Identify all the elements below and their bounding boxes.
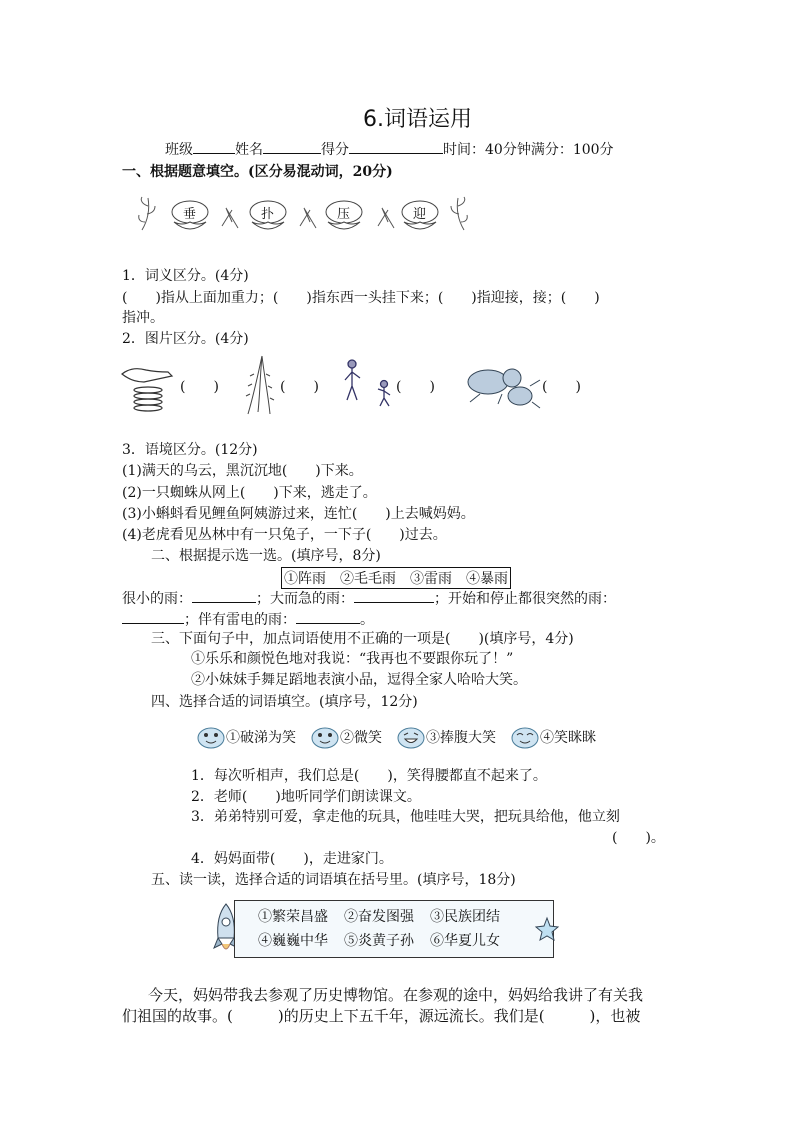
sec5-para-line2: 们祖国的故事。( )的历史上下五千年，源远流长。我们是( )，也被 [122, 1007, 641, 1025]
q2-blank-4[interactable]: ( ) [542, 379, 581, 395]
sec4-item-2: 2．老师( )地听同学们朗读课文。 [191, 789, 421, 805]
q1-line1: ( )指从上面加重力；( )指东西一头挂下来；( )指迎接，接；( ) [122, 290, 600, 306]
sec3-item-1: ①乐乐和颜悦色地对我说：“我再也不要跟你玩了！” [191, 651, 514, 667]
q2-blank-3[interactable]: ( ) [396, 379, 435, 395]
heavy-rain-blank[interactable] [354, 588, 434, 603]
sec4-item-1: 1．每次听相声，我们总是( )，笑得腰都直不起来了。 [191, 768, 547, 784]
star-icon [534, 916, 560, 942]
sec5-options-row2 [258, 930, 500, 950]
spring-press-picture [118, 358, 178, 418]
sec4-item-4: 4．妈妈面带( )，走进家门。 [191, 851, 393, 867]
sec5-option-3: ③民族团结 [430, 909, 500, 925]
willow-picture [240, 354, 280, 416]
score-label: 得分 [321, 142, 349, 158]
sec4-option-4 [510, 724, 596, 750]
cat-mouse-picture [460, 358, 544, 414]
q3-item-1: (1)满天的乌云，黑沉沉地( )下来。 [122, 463, 363, 479]
smiling-face-icon [196, 724, 226, 750]
thunder-rain-label: ；伴有雷电的雨： [184, 612, 296, 628]
name-blank[interactable] [263, 139, 321, 154]
sec2-end: 。 [360, 612, 374, 628]
section1-heading: 一、根据题意填空。(区分易混动词，20分) [122, 164, 393, 180]
sudden-rain-label: ；开始和停止都很突然的雨： [434, 591, 616, 607]
char-badge-3 [322, 198, 366, 232]
char-3: 压 [337, 207, 351, 222]
q2-blank-2[interactable]: ( ) [280, 379, 319, 395]
sec2-line1 [122, 588, 616, 608]
q2-title: 2．图片区分。(4分) [122, 331, 249, 347]
char-2: 扑 [261, 207, 275, 222]
sec5-option-6: ⑥华夏儿女 [430, 933, 500, 949]
q2-blank-1[interactable]: ( ) [180, 379, 219, 395]
small-rain-label: 很小的雨： [122, 591, 192, 607]
section2-heading: 二、根据提示选一选。(填序号，8分) [151, 548, 381, 564]
small-rain-blank[interactable] [192, 588, 256, 603]
sec4-option-3 [396, 724, 496, 750]
sec4-option-4-label: ④笑眯眯 [540, 730, 596, 746]
smiling-face-icon [310, 724, 340, 750]
heavy-rain-label: ；大而急的雨： [256, 591, 354, 607]
q3-title: 3．语境区分。(12分) [122, 442, 258, 458]
squinting-face-icon [510, 724, 540, 750]
section3-heading: 三、下面句子中，加点词语使用不正确的一项是( )(填序号，4分) [151, 631, 574, 647]
sec2-line2 [122, 609, 374, 629]
sec4-options-row [196, 724, 596, 750]
sudden-rain-blank[interactable] [122, 609, 184, 624]
header-line [165, 139, 614, 159]
char-badge-4 [398, 198, 442, 232]
q3-item-4: (4)老虎看见丛林中有一只兔子，一下子( )过去。 [122, 527, 447, 543]
sec5-option-2: ②奋发图强 [344, 909, 414, 925]
q1-line2: 指冲。 [122, 310, 164, 326]
sec4-option-1 [196, 724, 296, 750]
sec5-para-line1: 今天，妈妈带我去参观了历史博物馆。在参观的途中，妈妈给我讲了有关我 [148, 986, 644, 1004]
char-1: 垂 [183, 207, 197, 222]
sec4-item-3: 3．弟弟特别可爱，拿走他的玩具，他哇哇大哭，把玩具给他，他立刻 [191, 809, 620, 825]
sec4-option-1-label: ①破涕为笑 [226, 730, 296, 746]
char-4: 迎 [413, 207, 427, 222]
rain-options-box: ①阵雨 ②毛毛雨 ③雷雨 ④暴雨 [281, 567, 511, 589]
sec5-option-4: ④巍巍中华 [258, 933, 328, 949]
sec3-item-2: ②小妹妹手舞足蹈地表演小品，逗得全家人哈哈大笑。 [191, 672, 527, 688]
thunder-rain-blank[interactable] [296, 609, 360, 624]
sec5-option-1: ①繁荣昌盛 [258, 909, 328, 925]
sec5-options-row1 [258, 906, 500, 926]
time-label: 时间：40分钟满分：100分 [443, 142, 614, 158]
q1-title: 1．词义区分。(4分) [122, 268, 249, 284]
section5-heading: 五、读一读，选择合适的词语填在括号里。(填序号，18分) [151, 872, 516, 888]
sec5-option-5: ⑤炎黄子孙 [344, 933, 414, 949]
q3-item-2: (2)一只蜘蛛从网上( )下来，逃走了。 [122, 485, 377, 501]
char-badge-2 [246, 198, 290, 232]
sec4-option-2 [310, 724, 382, 750]
sec4-option-3-label: ③捧腹大笑 [426, 730, 496, 746]
sec4-option-2-label: ②微笑 [340, 730, 382, 746]
name-label: 姓名 [235, 142, 263, 158]
laughing-face-icon [396, 724, 426, 750]
class-blank[interactable] [193, 139, 235, 154]
sec4-item-3-end: ( )。 [612, 830, 665, 846]
char-badge-1 [168, 198, 212, 232]
page-title: 6.词语运用 [363, 107, 472, 132]
score-blank[interactable] [349, 139, 443, 154]
q3-item-3: (3)小蝌蚪看见鲤鱼阿姨游过来，连忙( )上去喊妈妈。 [122, 506, 475, 522]
class-label: 班级 [165, 142, 193, 158]
running-people-picture [340, 358, 400, 414]
section4-heading: 四、选择合适的词语填空。(填序号，12分) [151, 694, 418, 710]
